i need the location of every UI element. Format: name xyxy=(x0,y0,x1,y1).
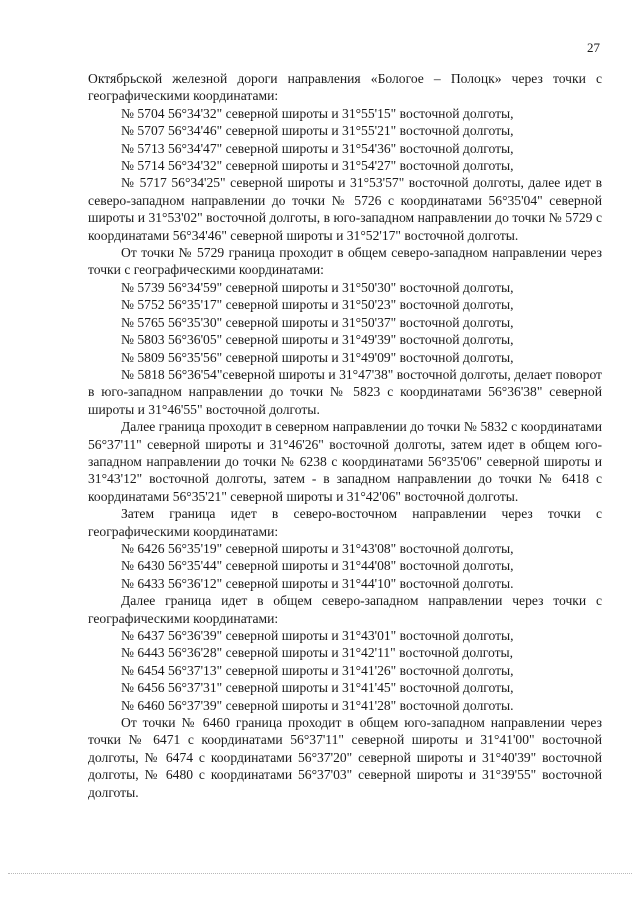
coordinate-point: № 5739 56°34'59" северной широты и 31°50'30" восточной долготы, xyxy=(121,279,514,295)
paragraph-north-5832: Далее граница проходит в северном направлении до точки № 5832 с координатами 56°37'11" северной широты и 31°46'26" восточной долготы, затем идет в общем юго-западном направлении до точки № 6238 с координатами 56°35'06" северной широты и 31°43'12" восточной долготы, затем - в западном направлении до точки № 6418 с координатами 56°35'21" северной широты и 31°42'06" восточной долготы. xyxy=(88,419,602,504)
coordinate-point: № 5803 56°36'05" северной широты и 31°49'39" восточной долготы, xyxy=(121,332,514,348)
coordinate-point: № 6456 56°37'31" северной широты и 31°41'45" восточной долготы, xyxy=(121,680,514,696)
paragraph-northeast: Затем граница идет в северо-восточном направлении через точки с географическими координатами: xyxy=(88,506,602,539)
coordinate-point: № 6460 56°37'39" северной широты и 31°41'28" восточной долготы. xyxy=(121,697,514,713)
coordinate-point: № 6426 56°35'19" северной широты и 31°43'08" восточной долготы, xyxy=(121,540,514,556)
page-bottom-divider xyxy=(8,873,632,874)
paragraph-point-5818: № 5818 56°36'54"северной широты и 31°47'38" восточной долготы, делает поворот в юго-западном направлении до точки № 5823 с координатами 56°36'38" северной широты и 31°46'55" восточной долготы. xyxy=(88,366,602,417)
paragraph-point-5717: № 5717 56°34'25" северной широты и 31°53'57" восточной долготы, далее идет в северо-западном направлении до точки № 5726 с координатами 56°35'04" северной широты и 31°53'02" восточной долготы, в юго-западном направлении до точки № 5729 с координатами 56°34'46" северной широты и 31°52'17" восточной долготы. xyxy=(88,175,602,243)
coordinate-point: № 5752 56°35'17" северной широты и 31°50'23" восточной долготы, xyxy=(121,297,514,313)
coordinate-point: № 5704 56°34'32" северной широты и 31°55'15" восточной долготы, xyxy=(121,105,514,121)
paragraph-northwest: Далее граница идет в общем северо-западном направлении через точки с географическими координатами: xyxy=(88,593,602,626)
coordinate-point: № 6437 56°36'39" северной широты и 31°43'01" восточной долготы, xyxy=(121,628,514,643)
paragraph-from-6460: От точки № 6460 граница проходит в общем юго-западном направлении через точки № 6471 с координатами 56°37'11" северной широты и 31°41'00" восточной долготы, № 6474 с координатами 56°37'20" северной широты и 31°40'39" восточной долготы, № 6480 с координатами 56°37'03" северной широты и 31°39'55" восточной долготы. xyxy=(88,715,602,800)
paragraph-from-5729: От точки № 5729 граница проходит в общем северо-западном направлении через точки с географическими координатами: xyxy=(88,245,602,278)
coordinate-point: № 6433 56°36'12" северной широты и 31°44'10" восточной долготы. xyxy=(121,575,514,591)
coordinate-point: № 5713 56°34'47" северной широты и 31°54'36" восточной долготы, xyxy=(121,140,514,156)
coordinate-point: № 5707 56°34'46" северной широты и 31°55'21" восточной долготы, xyxy=(121,123,514,139)
coordinate-point: № 5809 56°35'56" северной широты и 31°49'09" восточной долготы, xyxy=(121,349,514,365)
coordinate-point: № 6454 56°37'13" северной широты и 31°41'26" восточной долготы, xyxy=(121,662,514,678)
document-body xyxy=(88,70,602,801)
coordinate-point: № 6430 56°35'44" северной широты и 31°44'08" восточной долготы, xyxy=(121,558,514,574)
paragraph-intro: Октябрьской железной дороги направления «Бологое – Полоцк» через точки с географическими координатами: xyxy=(88,71,602,104)
coordinate-point: № 6443 56°36'28" северной широты и 31°42'11" восточной долготы, xyxy=(121,645,514,661)
page-number: 27 xyxy=(587,40,600,55)
coordinate-point: № 5765 56°35'30" северной широты и 31°50'37" восточной долготы, xyxy=(121,314,514,330)
coordinate-point: № 5714 56°34'32" северной широты и 31°54'27" восточной долготы, xyxy=(121,158,514,174)
